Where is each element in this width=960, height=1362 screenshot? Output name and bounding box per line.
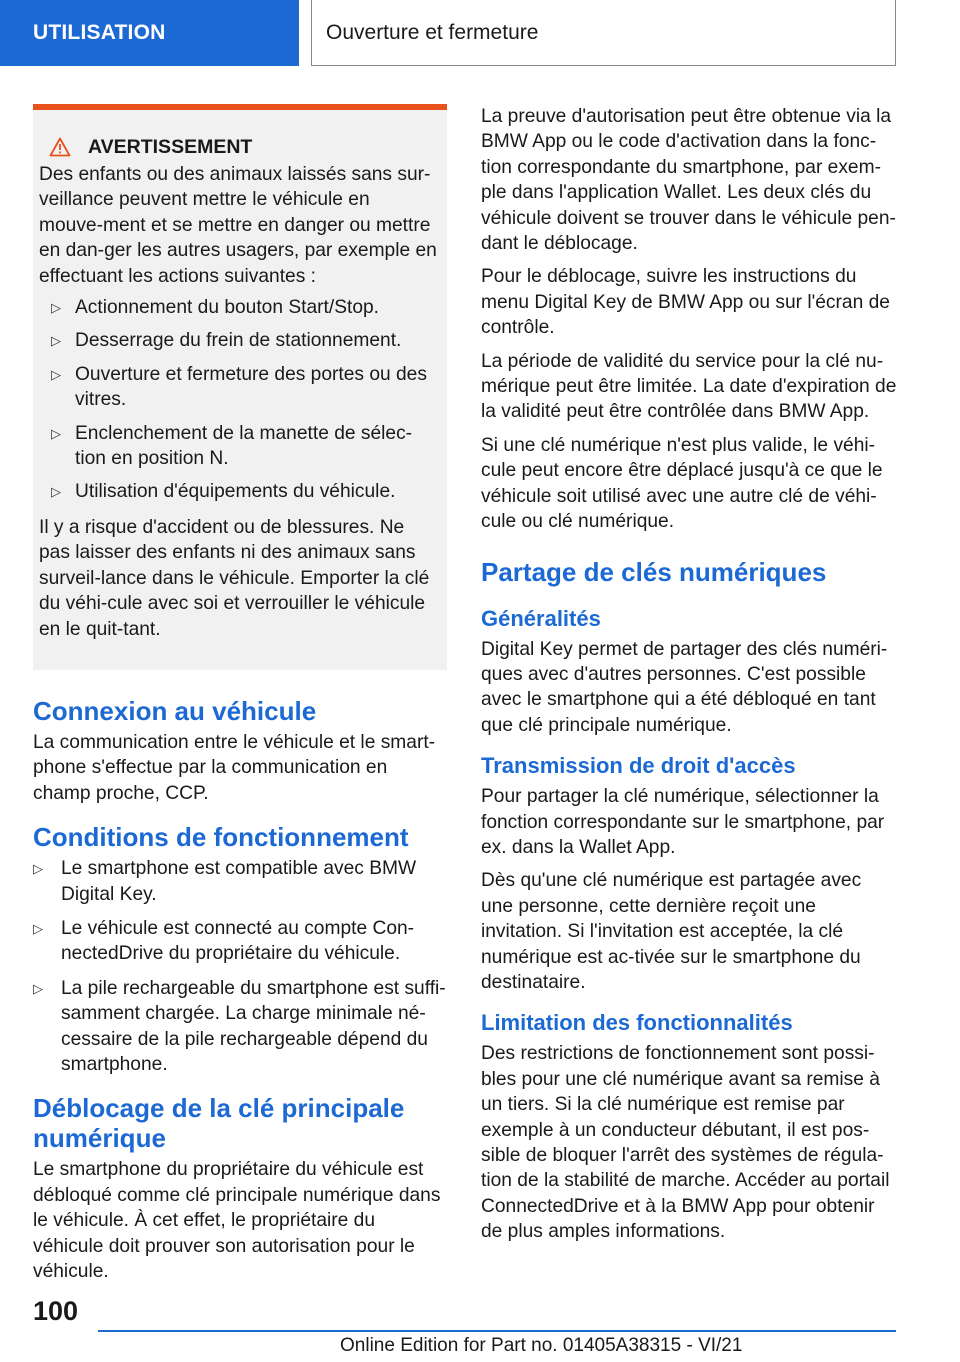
triangle-right-bullet-icon: ▷ [33, 920, 43, 936]
paragraph: Si une clé numérique n'est plus valide, le véhi-cule peut encore être déplacé jusqu'à ce que le véhicule soit utilisé avec une autre clé de véhi-cule ou clé numérique. [481, 434, 883, 533]
triangle-right-bullet-icon: ▷ [33, 980, 43, 996]
heading-generalites: Généralités [481, 605, 601, 631]
paragraph: Pour le déblocage, suivre les instructions du menu Digital Key de BMW App ou sur l'écran de contrôle. [481, 266, 890, 339]
list-item: ▷ La pile rechargeable du smartphone est suffi-samment chargée. La charge minimale né-cessaire de la pile rechargeable dépend du smartphone. [33, 977, 446, 1075]
page-number: 100 [33, 1296, 79, 1326]
triangle-right-bullet-icon: ▷ [51, 300, 61, 316]
heading-transmission: Transmission de droit d'accès [481, 753, 796, 779]
warning-triangle-icon [49, 137, 71, 157]
triangle-right-bullet-icon: ▷ [33, 861, 43, 877]
right-column [481, 104, 898, 1253]
warning-box [33, 104, 447, 670]
warning-outro: Il y a risque d'accident ou de blessures. Ne pas laisser des enfants ni des animaux sans surveil-lance dans le véhicule. Emporter la clé du véhi-cule avec soi et verrouiller le véhicule en le quit-tant. [39, 516, 430, 640]
warning-heading [39, 134, 437, 160]
warning-list [39, 295, 437, 505]
list-item: ▷ Desserrage du frein de stationnement. [39, 328, 437, 353]
section-tab: UTILISATION [0, 0, 299, 66]
warning-intro: Des enfants ou des animaux laissés sans sur-veillance peuvent mettre le véhicule en mouve-ment et se mettre en danger ou mettre en dan-ger les autres usagers, par exemple en effectuant les actions suivantes : [39, 164, 437, 287]
triangle-right-bullet-icon: ▷ [51, 333, 61, 349]
paragraph: La preuve d'autorisation peut être obtenue via la BMW App ou le code d'activation dans la fonc-tion correspondante du smartphone, par exem-ple dans l'application Wallet. Les deux clés du véhicule doivent se trouver dans le véhicule pen-dant le déblocage. [481, 106, 896, 255]
heading-conditions: Conditions de fonctionnement [33, 822, 409, 853]
warning-title: AVERTISSEMENT [88, 136, 253, 158]
paragraph: La période de validité du service pour la clé nu-mérique peut être limitée. La date d'expiration de la validité peut être contrôlée dans BMW App. [481, 350, 897, 423]
conditions-list [33, 856, 447, 1077]
footer-edition: Online Edition for Part no. 01405A38315 - VI/21 [340, 1335, 743, 1356]
list-item: ▷ Le véhicule est connecté au compte Con-nectedDrive du propriétaire du véhicule. [33, 917, 415, 965]
limitation-text: Des restrictions de fonctionnement sont possi-bles pour une clé numérique avant sa remise à un tiers. Si la clé numérique est remise par exemple à un conducteur débutant, il est pos-sible de bloquer l'arrêt des systèmes de régula-tion de la stabilité de marche. Accéder au portail ConnectedDrive et à la BMW App pour obtenir de plus amples informations. [481, 1043, 890, 1243]
heading-limitation: Limitation des fonctionnalités [481, 1010, 793, 1036]
heading-deblocage: Déblocage de la clé principale numérique [33, 1093, 405, 1154]
triangle-right-bullet-icon: ▷ [51, 366, 61, 382]
footer-divider [98, 1330, 896, 1332]
left-column [33, 104, 447, 1292]
heading-connexion: Connexion au véhicule [33, 695, 317, 726]
triangle-right-bullet-icon: ▷ [51, 484, 61, 500]
connexion-text: La communication entre le véhicule et le smart-phone s'effectue par la communication en champ proche, CCP. [33, 731, 436, 804]
generalites-text: Digital Key permet de partager des clés numéri-ques avec d'autres personnes. C'est possible avec le smartphone qui a été débloqué en tant que clé principale numérique. [481, 638, 888, 736]
list-item: ▷ Utilisation d'équipements du véhicule. [39, 479, 437, 504]
deblocage-text: Le smartphone du propriétaire du véhicule est débloqué comme clé principale numérique dans le véhicule. À cet effet, le propriétaire du véhicule doit prouver son autorisation pour le véhicule. [33, 1159, 441, 1282]
list-item: ▷ Le smartphone est compatible avec BMW Digital Key. [33, 858, 417, 905]
page-header [0, 0, 960, 66]
heading-partage: Partage de clés numériques [481, 556, 827, 587]
chapter-title: Ouverture et fermeture [311, 0, 896, 66]
list-item: ▷ Ouverture et fermeture des portes ou des vitres. [51, 363, 427, 411]
list-item: ▷ Actionnement du bouton Start/Stop. [39, 295, 437, 320]
transmission-text-1: Pour partager la clé numérique, sélectionner la fonction correspondante sur le smartphone, par ex. dans la Wallet App. [481, 786, 885, 858]
list-item: ▷ Enclenchement de la manette de sélec-tion en position N. [51, 422, 413, 470]
transmission-text-2: Dès qu'une clé numérique est partagée avec une personne, cette dernière reçoit une invitation. Si l'invitation est acceptée, la clé numérique est ac-tivée sur le smartphone du destinataire. [481, 870, 862, 993]
triangle-right-bullet-icon: ▷ [51, 425, 61, 441]
